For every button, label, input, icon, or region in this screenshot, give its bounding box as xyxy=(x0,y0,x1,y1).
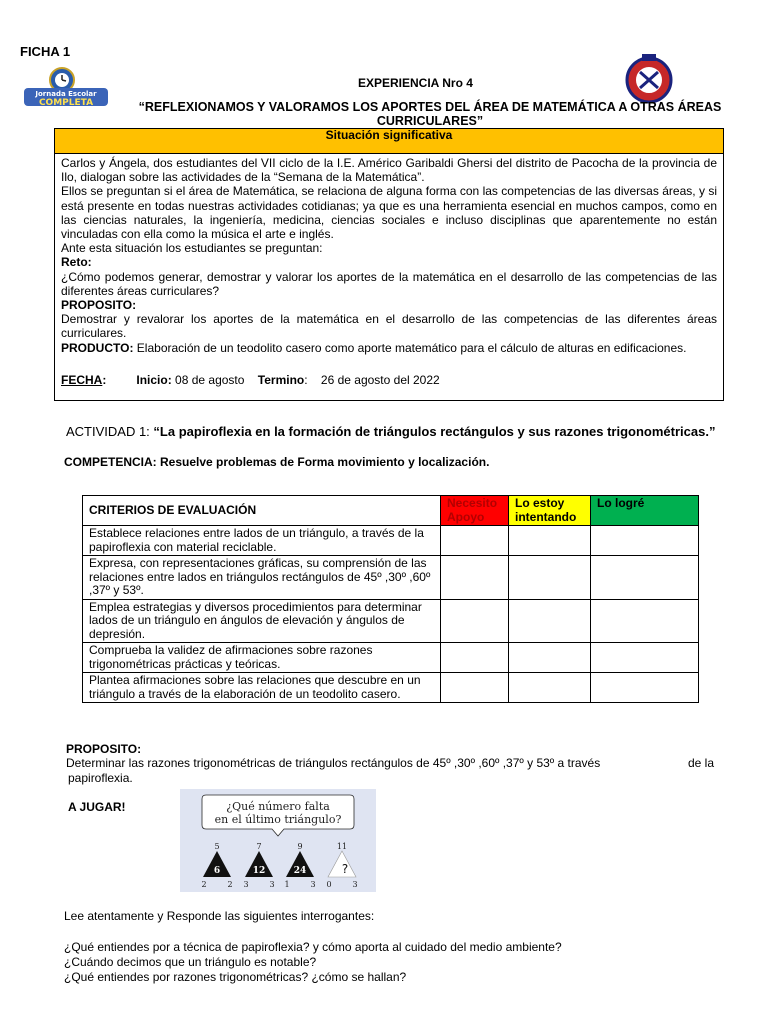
triangle-right-number: 3 xyxy=(310,880,316,889)
check-cell[interactable] xyxy=(441,556,509,600)
check-cell[interactable] xyxy=(509,556,591,600)
proposito-label: PROPOSITO: xyxy=(61,298,137,313)
jornada-escolar-logo xyxy=(22,66,110,108)
check-cell[interactable] xyxy=(441,643,509,673)
triangle-top-number: 11 xyxy=(336,842,348,851)
fecha-line: FECHA: Inicio: 08 de agosto Termino: 26 de agosto del 2022 xyxy=(61,372,440,387)
check-cell[interactable] xyxy=(509,526,591,556)
triangle-left-number: 3 xyxy=(243,880,249,889)
check-cell[interactable] xyxy=(591,643,699,673)
proposito-text: Demostrar y revalorar los aportes de la matemática en el desarrollo de las competencias de las diferentes áreas curriculares. xyxy=(61,312,717,341)
competencia-line: COMPETENCIA: Resuelve problemas de Forma movimiento y localización. xyxy=(64,455,490,469)
criterio-text: Expresa, con representaciones gráficas, su comprensión de las relaciones entre lados en triángulos rectángulos de 45º ,30º ,60º ,37º y 53º. xyxy=(83,556,441,600)
svg-text:Jornada Escolar: Jornada Escolar xyxy=(35,90,97,98)
criterio-text: Comprueba la validez de afirmaciones sobre razones trigonométricas prácticas y teóricas. xyxy=(83,643,441,673)
criterio-text: Plantea afirmaciones sobre las relaciones que descubre en un triángulo a través de la elaboración de un teodolito casero. xyxy=(83,673,441,703)
check-cell[interactable] xyxy=(509,599,591,643)
triangle-left-number: 1 xyxy=(284,880,290,889)
reto-text: ¿Cómo podemos generar, demostrar y valorar los aportes de la matemática en el desarrollo de las competencias de las diferentes áreas curriculares? xyxy=(61,269,717,298)
check-cell[interactable] xyxy=(591,599,699,643)
check-cell[interactable] xyxy=(509,673,591,703)
experiencia-title: EXPERIENCIA Nro 4 xyxy=(358,76,473,90)
table-row xyxy=(83,643,699,673)
level-logre: Lo logré xyxy=(591,496,699,526)
triangle-right-number: 3 xyxy=(352,880,358,889)
situacion-body xyxy=(55,154,723,387)
triangle-left-number: 2 xyxy=(201,880,207,889)
page-title: “REFLEXIONAMOS Y VALORAMOS LOS APORTES DEL ÁREA DE MATEMÁTICA A OTRAS ÁREAS CURRICULARES” xyxy=(138,100,722,128)
triangle-center-number: 12 xyxy=(252,866,266,876)
actividad-title: “La papiroflexia en la formación de triángulos rectángulos y sus razones trigonométricas.” xyxy=(153,424,716,439)
proposito2-line1a: Determinar las razones trigonométricas de triángulos rectángulos de 45º ,30º ,60º ,37º y 53º a través xyxy=(66,756,601,770)
criterios-header-row xyxy=(83,496,699,526)
table-row xyxy=(83,526,699,556)
producto-text: Elaboración de un teodolito casero como aporte matemático para el cálculo de alturas en edificaciones. xyxy=(136,340,687,355)
pregunta-item: ¿Qué entiendes por a técnica de papiroflexia? y cómo aporta al cuidado del medio ambiente? xyxy=(64,940,562,954)
table-row xyxy=(83,556,699,600)
reto-label: Reto: xyxy=(61,255,92,270)
proposito2-label: PROPOSITO: xyxy=(66,742,142,756)
situacion-p1: Carlos y Ángela, dos estudiantes del VII ciclo de la I.E. Américo Garibaldi Ghersi del distrito de Pacocha de la provincia de Ilo, dialogan sobre las actividades de la “Semana de la Matemática”. xyxy=(61,156,717,185)
pregunta-item: ¿Cuándo decimos que un triángulo es notable? xyxy=(64,955,317,969)
ficha-label: FICHA 1 xyxy=(20,44,71,59)
triangle-right-number: 3 xyxy=(269,880,275,889)
triangle-top-number: 7 xyxy=(256,842,262,851)
table-row xyxy=(83,599,699,643)
triangle-puzzle xyxy=(180,789,376,892)
check-cell[interactable] xyxy=(441,526,509,556)
triangle-center-number: ? xyxy=(341,862,349,876)
preguntas-intro: Lee atentamente y Responde las siguientes interrogantes: xyxy=(64,909,375,923)
criterios-table xyxy=(82,495,699,703)
svg-text:COMPLETA: COMPLETA xyxy=(38,98,94,108)
check-cell[interactable] xyxy=(591,673,699,703)
situacion-heading: Situación significativa xyxy=(55,129,723,154)
producto-label: PRODUCTO: xyxy=(61,340,134,355)
triangle-left-number: 0 xyxy=(326,880,332,889)
triangle-right-number: 2 xyxy=(227,880,233,889)
table-row xyxy=(83,673,699,703)
actividad-line xyxy=(66,424,715,439)
criterios-header: CRITERIOS DE EVALUACIÓN xyxy=(83,496,441,526)
school-crest-logo xyxy=(620,52,678,104)
proposito2-line2: papiroflexia. xyxy=(68,771,133,785)
check-cell[interactable] xyxy=(591,556,699,600)
puzzle-question-2: en el último triángulo? xyxy=(214,813,342,826)
check-cell[interactable] xyxy=(591,526,699,556)
criterio-text: Emplea estrategias y diversos procedimientos para determinar lados de un triángulo en ángulos de elevación y ángulos de depresión. xyxy=(83,599,441,643)
situacion-p3: Ante esta situación los estudiantes se preguntan: xyxy=(61,241,323,256)
level-estoy-intentando: Lo estoy intentando xyxy=(509,496,591,526)
inicio-label: Inicio: xyxy=(136,372,172,387)
triangle-top-number: 9 xyxy=(297,842,303,851)
termino-label: Termino xyxy=(257,372,305,387)
check-cell[interactable] xyxy=(441,599,509,643)
a-jugar-label: A JUGAR! xyxy=(68,800,126,814)
preguntas-list xyxy=(64,940,562,985)
situacion-p2: Ellos se preguntan si el área de Matemática, se relaciona de alguna forma con las competencias de las diversas áreas, y si está presente en todas nuestras actividades cotidianas; ya que es una herramienta esencial en muchos campos, como en las ciencias naturales, la ingeniería, medicina, ciencias sociales e incluso disciplinas que aparentemente no están vinculadas con ella como la música el arte e inglés. xyxy=(61,184,717,242)
triangle-center-number: 6 xyxy=(213,866,221,876)
level-necesito-apoyo: Necesito Apoyo xyxy=(441,496,509,526)
actividad-label: ACTIVIDAD 1: xyxy=(66,424,150,439)
proposito2-line1b: de la xyxy=(687,756,714,770)
criterio-text: Establece relaciones entre lados de un triángulo, a través de la papiroflexia con material reciclable. xyxy=(83,526,441,556)
termino-value: 26 de agosto del 2022 xyxy=(320,372,440,387)
fecha-label: FECHA xyxy=(61,372,103,387)
check-cell[interactable] xyxy=(509,643,591,673)
check-cell[interactable] xyxy=(441,673,509,703)
triangle-top-number: 5 xyxy=(214,842,220,851)
puzzle-question-1: ¿Qué número falta xyxy=(226,800,330,813)
triangle-center-number: 24 xyxy=(293,866,307,876)
proposito2-text xyxy=(66,756,714,786)
situacion-box xyxy=(54,128,724,401)
inicio-value: 08 de agosto xyxy=(175,372,245,387)
pregunta-item: ¿Qué entiendes por razones trigonométricas? ¿cómo se hallan? xyxy=(64,970,407,984)
